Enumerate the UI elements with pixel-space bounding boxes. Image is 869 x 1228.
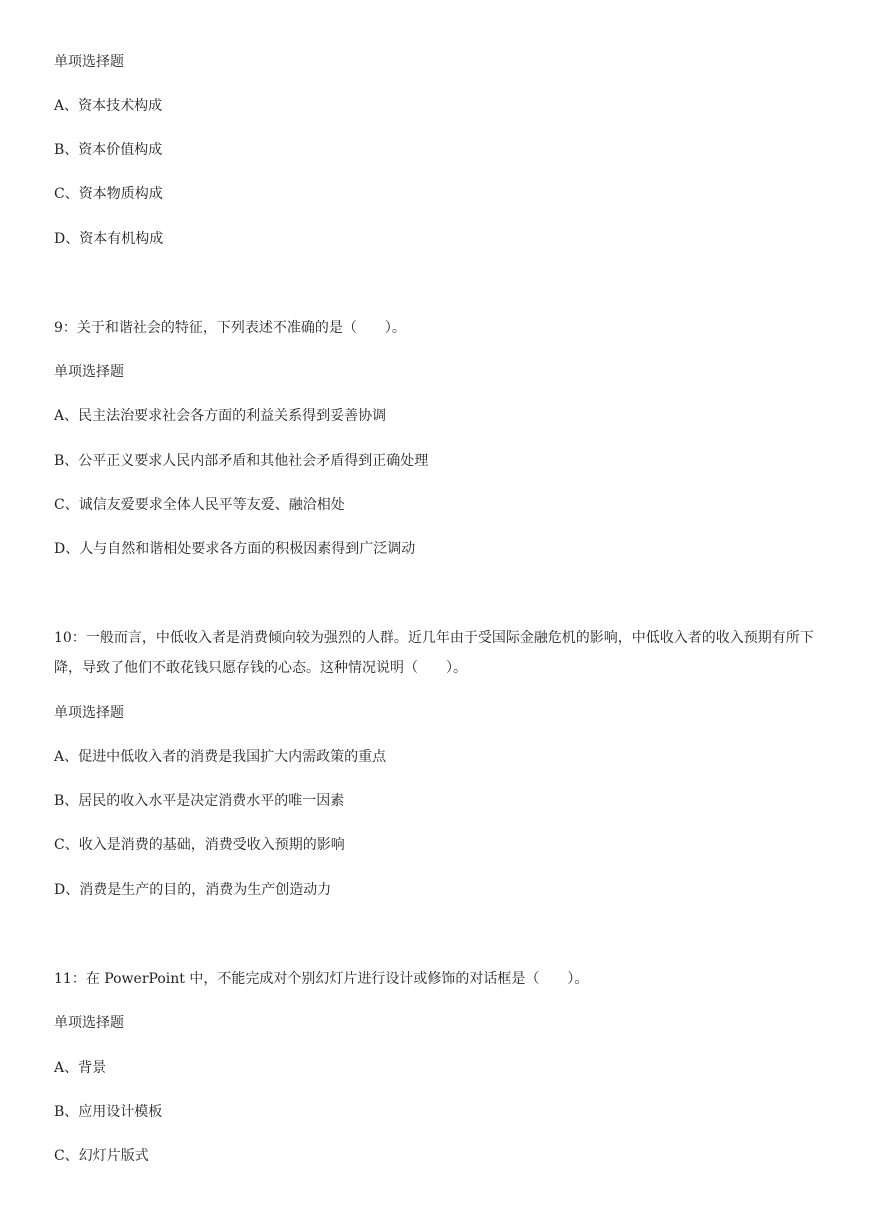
option-a: A、促进中低收入者的消费是我国扩大内需政策的重点 (54, 749, 387, 765)
question-type-label: 单项选择题 (54, 705, 124, 721)
option-a: A、民主法治要求社会各方面的利益关系得到妥善协调 (54, 408, 387, 424)
option-a: A、背景 (54, 1060, 107, 1076)
question-type-label: 单项选择题 (54, 364, 124, 380)
question-text: 11：在 PowerPoint 中，不能完成对个别幻灯片进行设计或修饰的对话框是（ ）。 (54, 971, 589, 987)
option-c: C、诚信友爱要求全体人民平等友爱、融洽相处 (54, 497, 345, 513)
option-c: C、资本物质构成 (54, 186, 163, 202)
option-c: C、幻灯片版式 (54, 1148, 149, 1164)
option-d: D、消费是生产的目的，消费为生产创造动力 (54, 882, 332, 898)
option-a: A、资本技术构成 (54, 98, 163, 114)
option-d: D、资本有机构成 (54, 231, 164, 247)
question-type-label: 单项选择题 (54, 54, 124, 70)
question-type-label: 单项选择题 (54, 1015, 124, 1031)
question-text: 9：关于和谐社会的特征，下列表述不准确的是（ ）。 (54, 320, 406, 336)
option-b: B、应用设计模板 (54, 1104, 163, 1120)
option-c: C、收入是消费的基础，消费受收入预期的影响 (54, 837, 345, 853)
option-b: B、公平正义要求人民内部矛盾和其他社会矛盾得到正确处理 (54, 453, 429, 469)
question-text: 10：一般而言，中低收入者是消费倾向较为强烈的人群。近几年由于受国际金融危机的影响，中低收入者的收入预期有所下降，导致了他们不敢花钱只愿存钱的心态。这种情况说明（ ）。 (54, 630, 814, 676)
option-b: B、居民的收入水平是决定消费水平的唯一因素 (54, 793, 345, 809)
option-b: B、资本价值构成 (54, 142, 163, 158)
option-d: D、人与自然和谐相处要求各方面的积极因素得到广泛调动 (54, 541, 416, 557)
